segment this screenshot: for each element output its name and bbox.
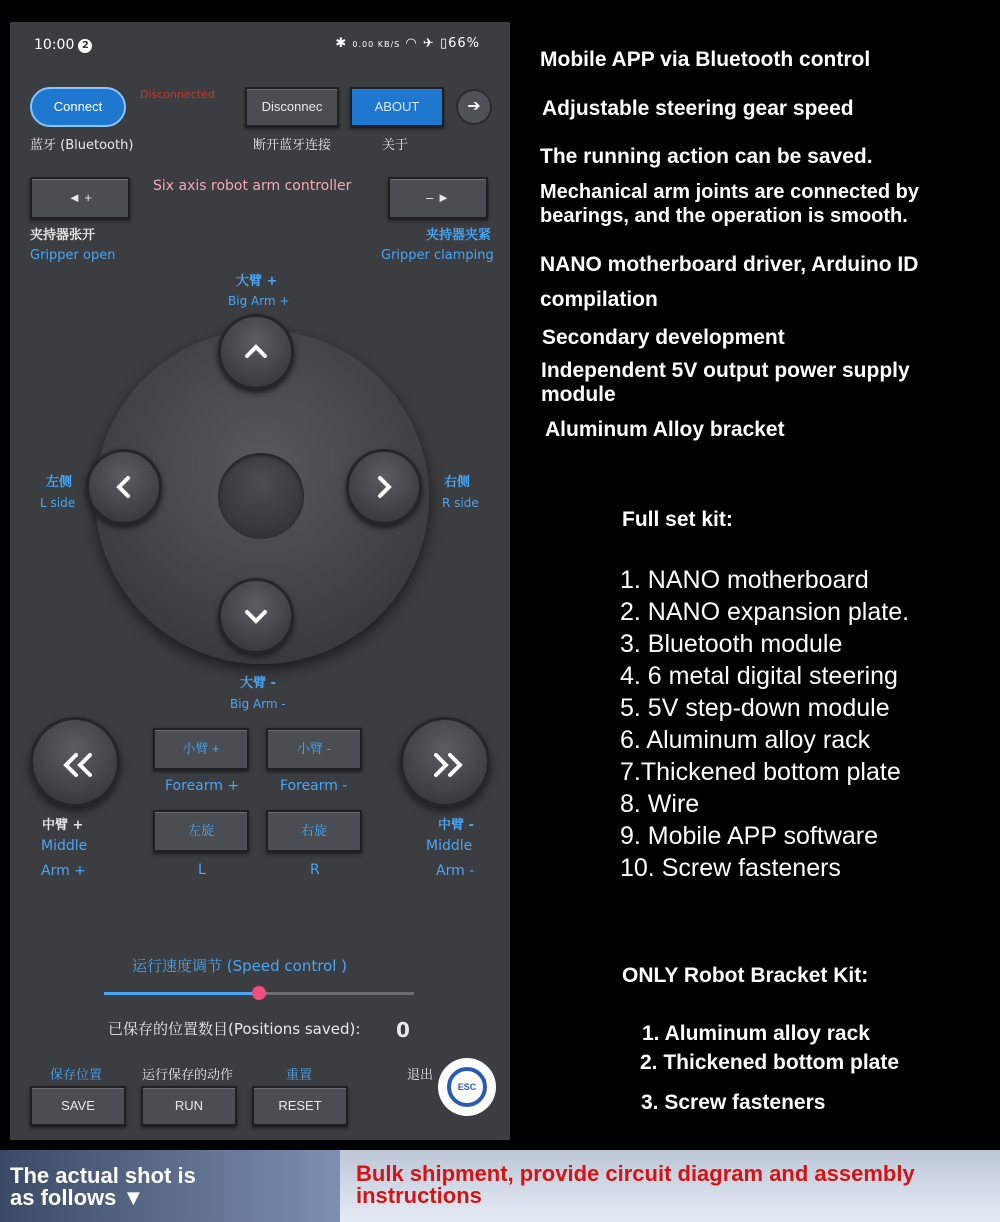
airplane-icon: ✈ — [422, 36, 435, 51]
middle-arm-minus-button[interactable] — [400, 717, 490, 807]
full-kit-item: 3. Bluetooth module — [620, 630, 843, 658]
notification-badge: 2 — [78, 39, 92, 53]
disconnect-label: 断开蓝牙连接 — [253, 138, 332, 153]
battery-level: 66% — [448, 36, 480, 51]
reset-button[interactable]: RESET — [252, 1086, 348, 1126]
middle-arm-plus-cn: 中臂 + — [42, 818, 84, 833]
disconnect-button[interactable]: Disconnec — [245, 87, 339, 127]
big-arm-up-button[interactable] — [218, 314, 294, 390]
bracket-kit-title: ONLY Robot Bracket Kit: — [622, 964, 869, 987]
connection-status: Disconnected — [140, 88, 215, 101]
about-button[interactable]: ABOUT — [350, 87, 444, 127]
speed-label: 运行速度调节 (Speed control ) — [132, 957, 348, 975]
connect-button[interactable]: Connect — [30, 87, 126, 127]
right-side-cn: 右侧 — [444, 475, 471, 490]
run-cn: 运行保存的动作 — [142, 1068, 234, 1083]
save-button[interactable]: SAVE — [30, 1086, 126, 1126]
feature-9: Independent 5V output power supply — [541, 359, 910, 382]
bracket-kit-item: 1. Aluminum alloy rack — [642, 1022, 870, 1045]
middle-arm-plus-button[interactable] — [30, 717, 120, 807]
forearm-minus-button[interactable]: 小臂 - — [266, 728, 362, 770]
positions-saved-label: 已保存的位置数目(Positions saved): — [108, 1020, 361, 1038]
feature-5: bearings, and the operation is smooth. — [540, 205, 908, 227]
speed-slider-fill — [104, 992, 259, 995]
big-arm-plus-cn: 大臂 + — [236, 274, 278, 289]
feature-1: Mobile APP via Bluetooth control — [540, 48, 871, 71]
gripper-open-en: Gripper open — [30, 248, 116, 263]
full-kit-item: 9. Mobile APP software — [620, 822, 879, 850]
full-kit-item: 2. NANO expansion plate. — [620, 598, 910, 626]
run-button[interactable]: RUN — [141, 1086, 237, 1126]
full-kit-title: Full set kit: — [622, 508, 733, 531]
chevron-right-icon — [369, 472, 399, 502]
feature-10: module — [541, 383, 616, 406]
full-kit-item: 7.Thickened bottom plate — [620, 758, 901, 786]
gripper-open-cn: 夹持器张开 — [30, 228, 96, 243]
about-label: 关于 — [382, 138, 409, 153]
app-title: Six axis robot arm controller — [153, 178, 352, 194]
rotate-right-en: R — [310, 862, 320, 878]
middle-arm-plus-en2: Arm + — [41, 863, 86, 879]
chevron-down-icon — [241, 601, 271, 631]
big-arm-down-button[interactable] — [218, 578, 294, 654]
reset-cn: 重置 — [286, 1068, 313, 1083]
full-kit-item: 8. Wire — [620, 790, 700, 818]
middle-arm-minus-cn: 中臂 - — [438, 818, 474, 833]
bracket-kit-item: 3. Screw fasteners — [641, 1091, 826, 1114]
positions-saved-count: 0 — [396, 1018, 410, 1042]
left-side-en: L side — [40, 496, 76, 510]
big-arm-minus-cn: 大臂 - — [240, 676, 276, 691]
exit-cn: 退出 — [407, 1068, 434, 1083]
big-arm-minus-en: Big Arm - — [230, 697, 286, 711]
gripper-close-cn: 夹持器夹紧 — [426, 228, 492, 243]
middle-arm-plus-en1: Middle — [41, 838, 88, 854]
bluetooth-icon: ✱ — [335, 36, 348, 51]
forearm-plus-button[interactable]: 小臂 + — [153, 728, 249, 770]
save-cn: 保存位置 — [50, 1068, 103, 1083]
right-side-en: R side — [442, 496, 479, 510]
left-side-cn: 左侧 — [46, 475, 73, 490]
rotate-left-button[interactable]: 左旋 — [153, 810, 249, 852]
big-arm-plus-en: Big Arm + — [228, 294, 290, 308]
feature-11: Aluminum Alloy bracket — [545, 418, 785, 441]
middle-arm-minus-en2: Arm - — [436, 863, 475, 879]
status-time: 10:00 2 — [34, 37, 92, 53]
right-side-button[interactable] — [346, 449, 422, 525]
double-chevron-left-icon — [58, 745, 98, 785]
rotate-right-button[interactable]: 右旋 — [266, 810, 362, 852]
left-side-button[interactable] — [86, 449, 162, 525]
forearm-minus-en: Forearm - — [280, 778, 348, 794]
full-kit-item: 4. 6 metal digital steering — [620, 662, 898, 690]
full-kit-item: 6. Aluminum alloy rack — [620, 726, 871, 754]
phone-screenshot — [10, 22, 510, 1140]
feature-2: Adjustable steering gear speed — [542, 97, 854, 120]
feature-4: Mechanical arm joints are connected by — [540, 181, 920, 203]
status-icons — [335, 36, 480, 51]
gripper-close-button[interactable]: – ► — [388, 177, 488, 219]
feature-3: The running action can be saved. — [540, 145, 873, 168]
gripper-open-button[interactable]: ◄ + — [30, 177, 130, 219]
bracket-kit-item: 2. Thickened bottom plate — [640, 1051, 900, 1074]
bluetooth-label: 蓝牙 (Bluetooth) — [30, 138, 134, 153]
arrow-right-icon[interactable]: ➔ — [456, 89, 492, 125]
actual-shot-text: The actual shot is as follows ▼ — [10, 1163, 196, 1210]
feature-7: compilation — [540, 288, 658, 311]
feature-8: Secondary development — [542, 326, 785, 349]
gripper-close-en: Gripper clamping — [381, 248, 494, 263]
battery-icon: ▯ — [439, 36, 449, 51]
network-speed: 0.00 KB/S — [352, 40, 401, 49]
full-kit-item: 5. 5V step-down module — [620, 694, 890, 722]
joystick-center[interactable] — [218, 453, 304, 539]
rotate-left-en: L — [198, 862, 206, 878]
speed-slider[interactable] — [104, 992, 414, 995]
chevron-up-icon — [241, 337, 271, 367]
bulk-shipment-text: Bulk shipment, provide circuit diagram and assembly instructions — [356, 1161, 915, 1208]
forearm-plus-en: Forearm + — [165, 778, 240, 794]
full-kit-item: 1. NANO motherboard — [620, 566, 869, 594]
wifi-icon: ◠ — [405, 36, 418, 51]
middle-arm-minus-en1: Middle — [426, 838, 473, 854]
full-kit-item: 10. Screw fasteners — [620, 854, 841, 882]
double-chevron-right-icon — [428, 745, 468, 785]
feature-6: NANO motherboard driver, Arduino ID — [540, 253, 919, 276]
esc-button[interactable] — [438, 1058, 496, 1116]
speed-slider-thumb[interactable] — [252, 986, 266, 1000]
chevron-left-icon — [109, 472, 139, 502]
status-bar — [10, 22, 510, 66]
esc-label: ESC — [447, 1067, 487, 1107]
